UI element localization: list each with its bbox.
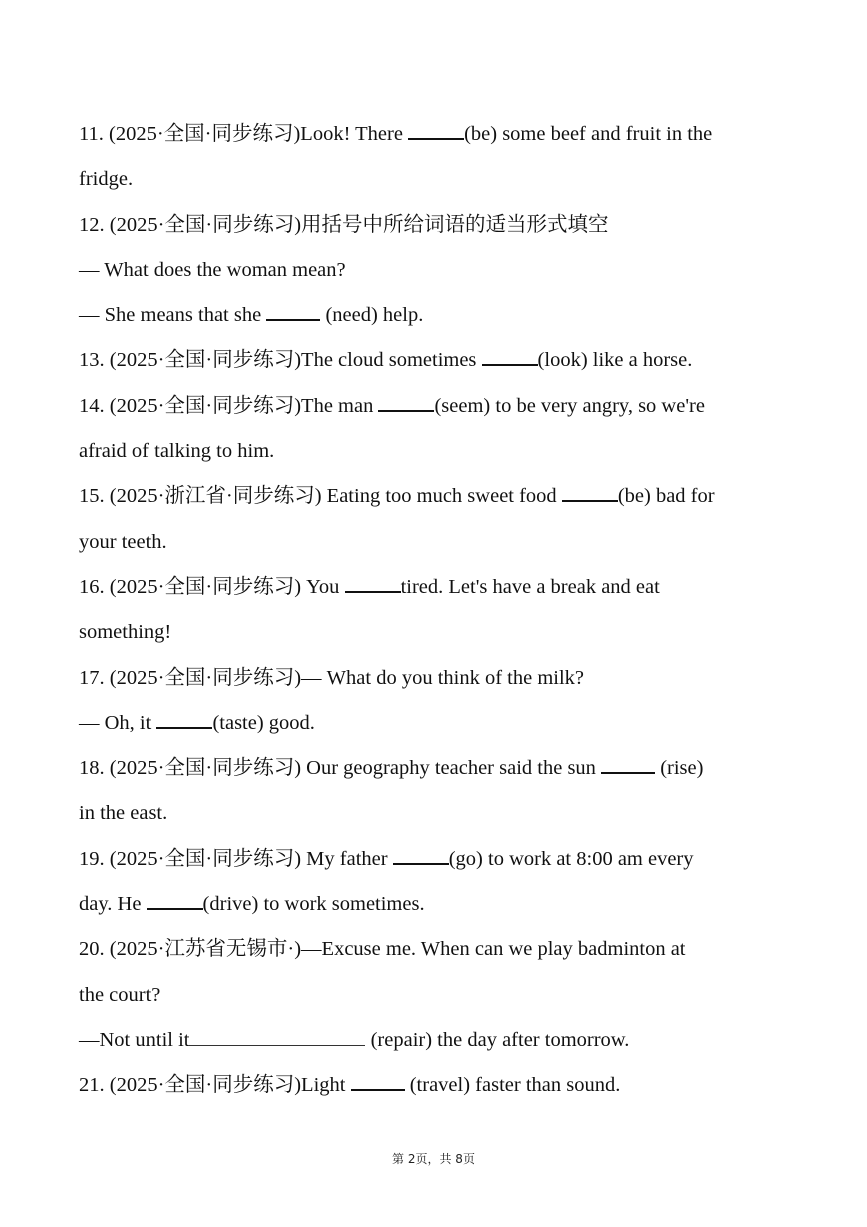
q19-line-2: day. He (drive) to work sometimes. [79,882,799,927]
q20-line-2: the court? [79,983,161,1006]
q16-line-2: something! [79,621,172,644]
answer-blank[interactable] [378,390,434,411]
answer-blank[interactable] [351,1070,405,1091]
answer-blank[interactable] [393,843,449,864]
question-list [79,112,799,1109]
q20-line-3: —Not until it (repair) the day after tomorrow. [79,1018,799,1063]
q15-line-1: 15. (2025·浙江省·同步练习) Eating too much sweet food (be) bad for [79,474,799,519]
q21-line: 21. (2025·全国·同步练习)Light (travel) faster than sound. [79,1063,799,1108]
answer-blank[interactable] [266,300,320,321]
q12-dialog-2: — She means that she (need) help. [79,293,799,338]
q17-dialog-2: — Oh, it (taste) good. [79,701,799,746]
q18-line-2: in the east. [79,802,168,825]
q13-line: 13. (2025·全国·同步练习)The cloud sometimes (look) like a horse. [79,338,799,383]
q19-line-1: 19. (2025·全国·同步练习) My father (go) to work at 8:00 am every [79,837,799,882]
q18-line-1: 18. (2025·全国·同步练习) Our geography teacher said the sun (rise) [79,746,799,791]
q20-line-1: 20. (2025·江苏省无锡市·)—Excuse me. When can we play badminton at [79,938,686,961]
q14-line-2: afraid of talking to him. [79,440,275,463]
q17-dialog-1: 17. (2025·全国·同步练习)— What do you think of the milk? [79,666,585,689]
q16-line-1: 16. (2025·全国·同步练习) You tired. Let's have a break and eat [79,565,799,610]
page-number: 第 2页，共 8页 [392,1152,475,1166]
answer-blank[interactable] [156,707,212,728]
q12-instruction: 12. (2025·全国·同步练习)用括号中所给词语的适当形式填空 [79,213,609,236]
answer-blank[interactable] [601,753,655,774]
q14-line-1: 14. (2025·全国·同步练习)The man (seem) to be very angry, so we're [79,384,799,429]
q15-line-2: your teeth. [79,530,167,553]
answer-blank[interactable] [562,481,618,502]
q11-line-1: 11. (2025·全国·同步练习)Look! There (be) some beef and fruit in the [79,112,799,157]
answer-blank[interactable] [408,119,464,140]
answer-blank[interactable] [147,889,203,910]
answer-blank[interactable] [482,345,538,366]
answer-blank[interactable] [189,1025,365,1045]
q12-dialog-1: — What does the woman mean? [79,258,346,281]
answer-blank[interactable] [345,572,401,593]
q11-line-2: fridge. [79,168,134,191]
